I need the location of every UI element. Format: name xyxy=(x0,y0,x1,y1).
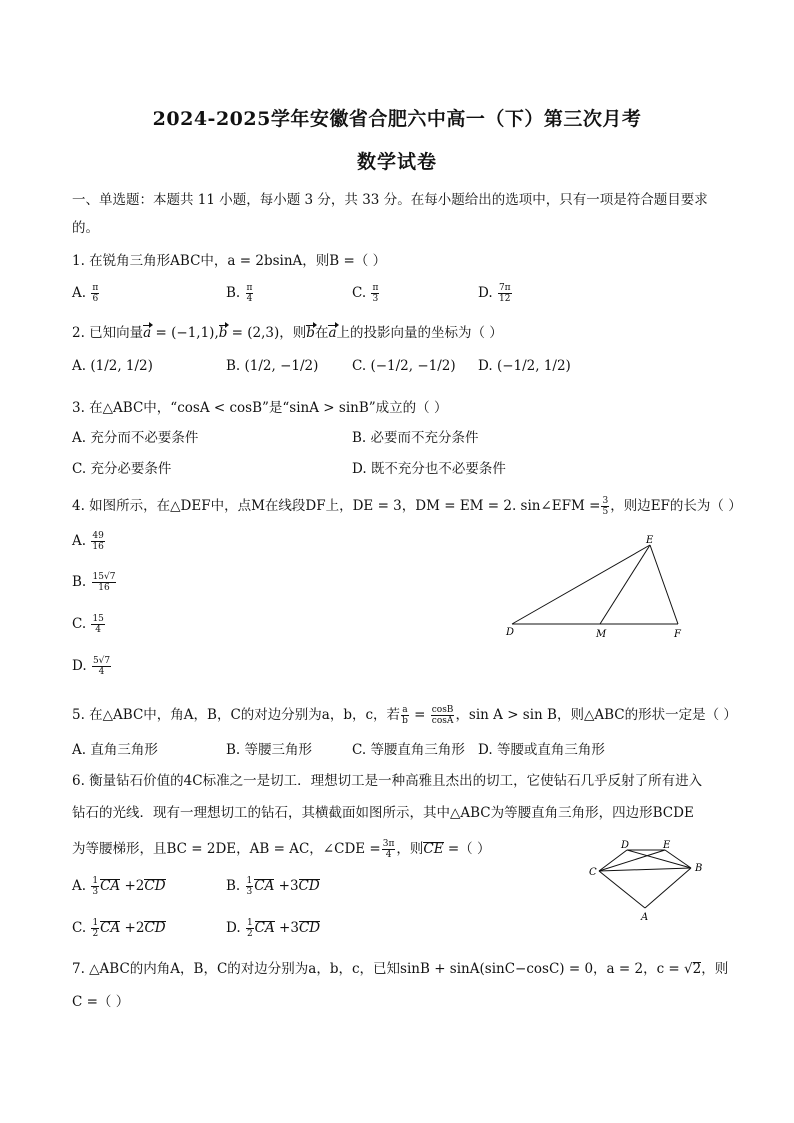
q1-option-d[interactable] xyxy=(478,283,513,304)
question-2-stem: 2. 已知向量a = (−1,1),b = (2,3)，则b在a上的投影向量的坐标为（ ） xyxy=(72,325,503,341)
q3-option-a[interactable] xyxy=(72,426,198,446)
section-instructions-line2: 的。 xyxy=(72,220,99,236)
q3-option-b[interactable] xyxy=(352,426,479,446)
label-c: C xyxy=(589,867,597,878)
edge-cb xyxy=(599,868,691,871)
option-label: A. xyxy=(72,878,87,894)
edge-ba xyxy=(645,868,691,908)
edge-ca xyxy=(599,871,645,908)
option-label: D. xyxy=(226,920,241,936)
edge-ef xyxy=(650,545,678,624)
edge-em xyxy=(600,545,650,624)
q2-option-a[interactable] xyxy=(72,358,153,374)
q1-option-c[interactable] xyxy=(352,283,380,304)
question-4-stem: 4. 如图所示，在△DEF中，点M在线段DF上，DE = 3，DM = EM = 2. sin∠EFM = $\frac{3}{5}$ ，则边EF的长为（ ） xyxy=(72,496,742,517)
option-label: A. xyxy=(72,742,87,758)
q2-option-b[interactable] xyxy=(226,358,318,374)
q4-triangle-figure xyxy=(500,535,690,645)
q5-option-a[interactable] xyxy=(72,738,158,758)
option-label: B. xyxy=(352,430,367,446)
option-label: C. xyxy=(352,742,367,758)
option-label: C. xyxy=(352,285,367,301)
question-1-stem: 1. 在锐角三角形ABC中，a = 2bsinA，则B =（ ） xyxy=(72,253,387,269)
q4-option-a[interactable] xyxy=(72,531,106,552)
option-label: A. xyxy=(72,285,87,301)
option-label: A. xyxy=(72,430,87,446)
option-text: 直角三角形 xyxy=(90,742,158,758)
q3-option-d[interactable] xyxy=(352,457,506,477)
q6-diamond-figure xyxy=(585,838,710,928)
option-text: 充分必要条件 xyxy=(90,461,172,477)
q1-option-b[interactable] xyxy=(226,283,254,304)
option-label: B. xyxy=(226,742,241,758)
option-text: 必要而不充分条件 xyxy=(370,430,479,446)
q6-option-b[interactable]: B. $\frac{1}{3}$ CA +3CD xyxy=(226,876,320,897)
q1-option-a[interactable] xyxy=(72,283,100,304)
q6-option-a[interactable]: A. $\frac{1}{3}$ CA +2CD xyxy=(72,876,166,897)
option-fraction: $\frac{49}{16}$ xyxy=(92,531,104,552)
exam-title: 2024-2025学年安徽省合肥六中高一（下）第三次月考 xyxy=(152,108,642,130)
q4-option-c[interactable] xyxy=(72,614,106,635)
option-text: 等腰或直角三角形 xyxy=(496,742,605,758)
option-label: D. xyxy=(352,461,367,477)
option-label: C. xyxy=(72,461,87,477)
option-text: 等腰直角三角形 xyxy=(370,742,465,758)
label-e: E xyxy=(646,535,654,546)
q4-option-b[interactable] xyxy=(72,572,117,593)
option-label: C. xyxy=(352,358,367,374)
question-7-line2: C =（ ） xyxy=(72,994,130,1010)
option-label: D. xyxy=(478,285,493,301)
option-text: 等腰三角形 xyxy=(244,742,313,758)
section-instructions-line1: 一、单选题：本题共 11 小题，每小题 3 分，共 33 分。在每小题给出的选项中，只有一项是符合题目要求 xyxy=(72,192,708,208)
option-text: (1/2, −1/2) xyxy=(244,358,319,374)
option-label: C. xyxy=(72,616,87,632)
option-label: B. xyxy=(226,285,241,301)
question-5-stem: 5. 在△ABC中，角A，B，C的对边分别为a，b，c，若 $\frac{a}{b}$ = $\frac{\cos B}{\cos A}$ ，sin A > sin B，则△ABC的形状一定是（ ） xyxy=(72,705,737,726)
option-label: D. xyxy=(72,658,87,674)
option-fraction: $\frac{15}{4}$ xyxy=(92,614,104,635)
q4-option-d[interactable] xyxy=(72,656,112,677)
q5-option-b[interactable] xyxy=(226,738,312,758)
option-label: D. xyxy=(478,358,493,374)
option-text: 充分而不必要条件 xyxy=(90,430,199,446)
option-fraction: $\frac{7\pi}{12}$ xyxy=(498,283,511,304)
edge-de xyxy=(512,545,650,624)
edge-eb xyxy=(665,850,691,868)
option-fraction: $\frac{5√7}{4}$ xyxy=(92,656,111,677)
question-6-line2: 钻石的光线．现有一理想切工的钻石，其横截面如图所示，其中△ABC为等腰直角三角形，四边形BCDE xyxy=(72,805,694,821)
option-fraction: $\frac{15√7}{16}$ xyxy=(92,572,116,593)
option-label: B. xyxy=(72,574,87,590)
label-a: A xyxy=(641,912,649,923)
option-label: A. xyxy=(72,533,87,549)
label-m: M xyxy=(596,629,607,640)
option-fraction: $\frac{\pi}{3}$ xyxy=(372,283,379,304)
option-text: (−1/2, −1/2) xyxy=(370,358,456,374)
option-text: (−1/2, 1/2) xyxy=(496,358,571,374)
q5-option-c[interactable] xyxy=(352,738,465,758)
option-label: B. xyxy=(226,358,241,374)
edge-cd xyxy=(599,850,627,871)
question-6-line3: 为等腰梯形，且BC = 2DE，AB = AC，∠CDE = $\frac{3\pi}{4}$ ，则CE =（ ） xyxy=(72,839,491,860)
q5-option-d[interactable] xyxy=(478,738,605,758)
question-3-stem: 3. 在△ABC中，“cosA < cosB”是“sinA > sinB”成立的（ ） xyxy=(72,400,448,416)
option-text: 既不充分也不必要条件 xyxy=(370,461,506,477)
q6-option-c[interactable]: C. $\frac{1}{2}$ CA +2CD xyxy=(72,918,166,939)
option-fraction: $\frac{\pi}{6}$ xyxy=(92,283,99,304)
q6-option-d[interactable]: D. $\frac{1}{2}$ CA +3CD xyxy=(226,918,321,939)
label-f: F xyxy=(674,629,681,640)
option-label: C. xyxy=(72,920,87,936)
label-d: D xyxy=(621,840,630,851)
option-label: B. xyxy=(226,878,241,894)
option-fraction: $\frac{\pi}{4}$ xyxy=(246,283,253,304)
q2-option-d[interactable] xyxy=(478,358,571,374)
question-6-line1: 6. 衡量钻石价值的4C标准之一是切工．理想切工是一种高雅且杰出的切工，它使钻石几乎反射了所有进入 xyxy=(72,773,703,789)
edge-ce xyxy=(599,850,665,871)
exam-subtitle: 数学试卷 xyxy=(356,151,437,173)
option-label: A. xyxy=(72,358,87,374)
q2-option-c[interactable] xyxy=(352,358,456,374)
label-e: E xyxy=(663,840,671,851)
question-7-line1: 7. △ABC的内角A，B，C的对边分别为a，b，c，已知sinB + sinA(sinC−cosC) = 0，a = 2，c = √2，则 xyxy=(72,961,729,977)
option-text: (1/2, 1/2) xyxy=(90,358,153,374)
q3-option-c[interactable] xyxy=(72,457,171,477)
label-b: B xyxy=(695,863,703,874)
label-d: D xyxy=(506,627,515,638)
option-label: D. xyxy=(478,742,493,758)
